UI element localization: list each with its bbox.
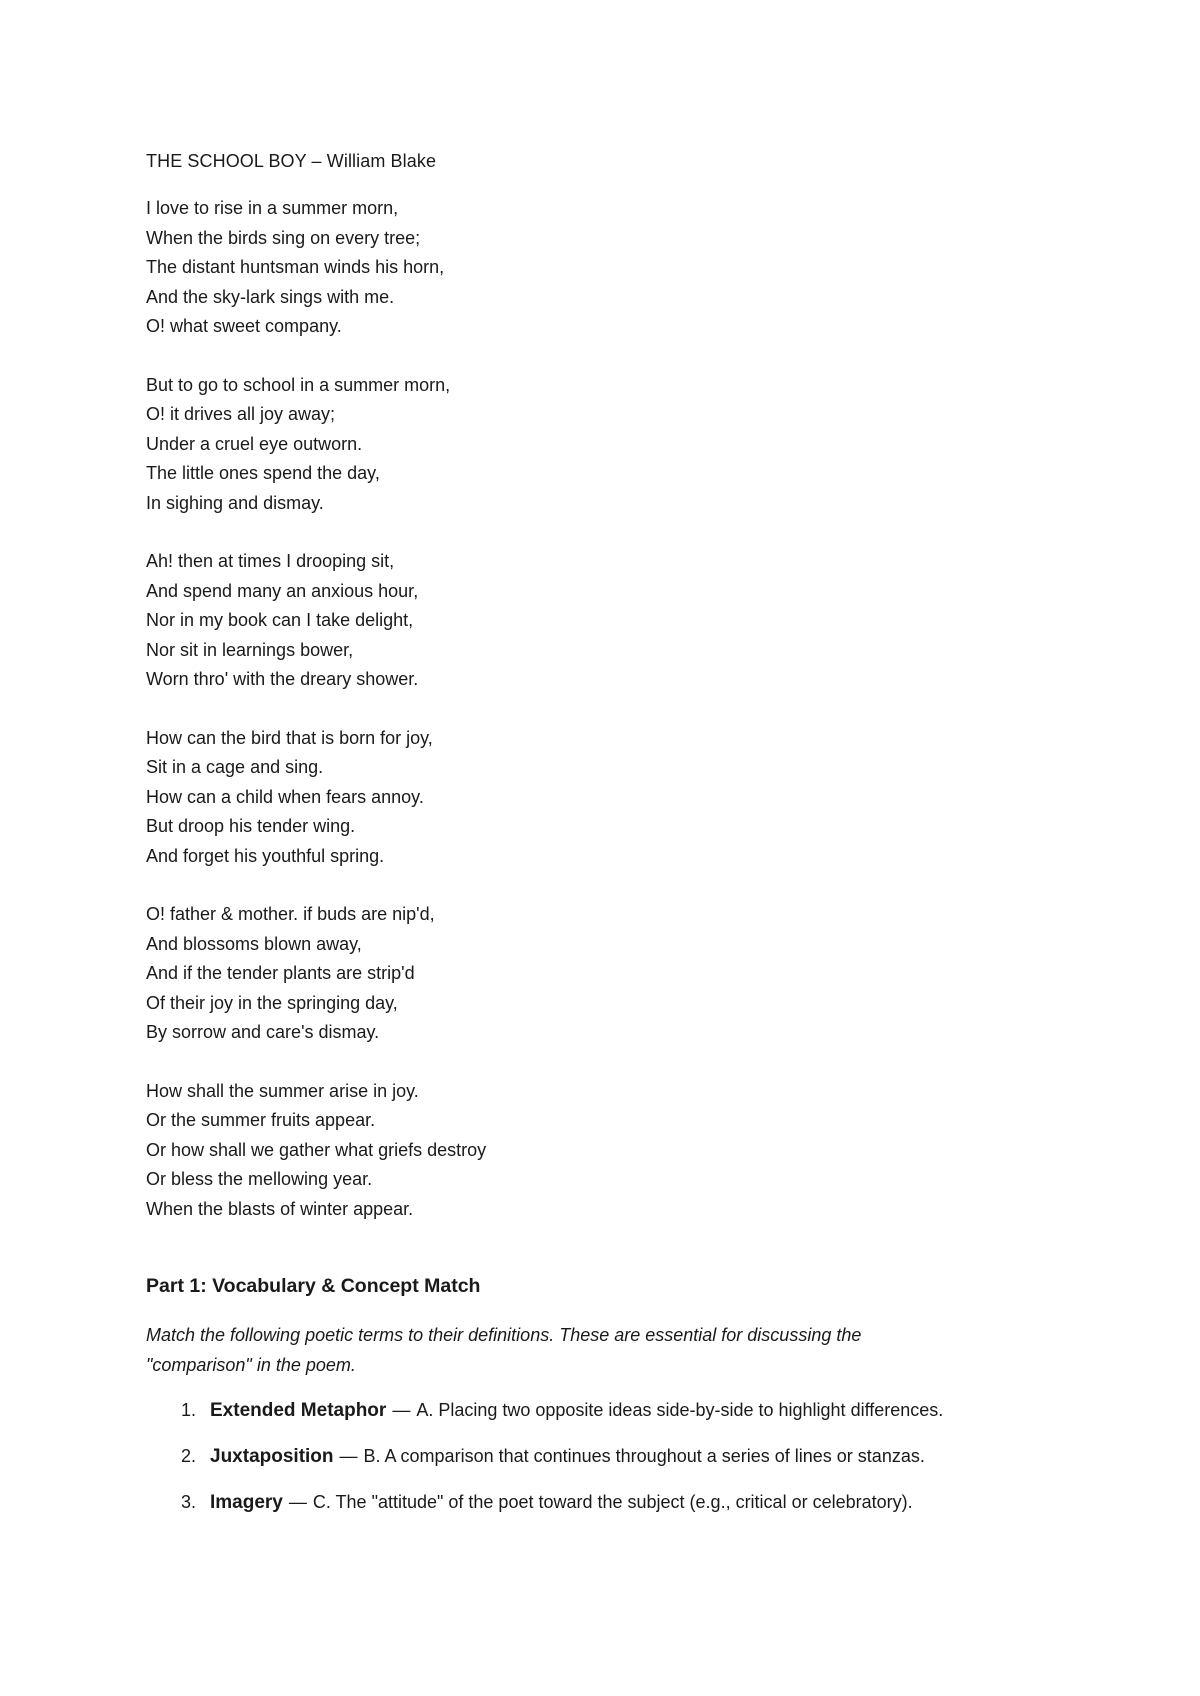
stanza-3 xyxy=(146,547,1106,695)
poem-line: Worn thro' with the dreary shower. xyxy=(146,669,419,689)
poem-line: Nor sit in learnings bower, xyxy=(146,639,354,660)
poem-line: Of their joy in the springing day, xyxy=(146,992,398,1013)
poem-line: Sit in a cage and sing. xyxy=(146,757,324,777)
item-separator: — xyxy=(339,1446,358,1466)
poem-line: And blossoms blown away, xyxy=(146,933,362,954)
document-page xyxy=(146,150,1106,1536)
item-number: 2. xyxy=(180,1446,196,1466)
item-separator: — xyxy=(392,1400,411,1420)
poem-line: But to go to school in a summer morn, xyxy=(146,374,451,395)
section-heading: Part 1: Vocabulary & Concept Match xyxy=(146,1275,481,1297)
poem-line: But droop his tender wing. xyxy=(146,816,356,836)
poem-line: Or the summer fruits appear. xyxy=(146,1110,376,1130)
stanza-6 xyxy=(146,1077,1106,1225)
item-term: Imagery xyxy=(210,1492,283,1513)
poem-title: THE SCHOOL BOY – William Blake xyxy=(146,151,437,171)
poem-line: Or how shall we gather what griefs destroy xyxy=(146,1139,487,1160)
poem-line: O! it drives all joy away; xyxy=(146,404,336,424)
poem-line: In sighing and dismay. xyxy=(146,492,324,513)
item-term: Juxtaposition xyxy=(210,1446,334,1467)
poem-line: How can the bird that is born for joy, xyxy=(146,727,433,748)
poem-line: When the birds sing on every tree; xyxy=(146,227,421,248)
poem-line: How can a child when fears annoy. xyxy=(146,786,424,807)
poem-line: And if the tender plants are strip'd xyxy=(146,963,415,983)
match-item xyxy=(146,1398,1106,1423)
poem-line: And the sky-lark sings with me. xyxy=(146,286,395,307)
vocabulary-match-list xyxy=(146,1398,1106,1515)
section-instructions: Match the following poetic terms to their definitions. These are essential for discussing the "comparison" in the poem. xyxy=(146,1325,862,1375)
poem-line: By sorrow and care's dismay. xyxy=(146,1022,380,1042)
item-separator: — xyxy=(288,1492,307,1512)
stanza-4 xyxy=(146,724,1106,872)
poem-line: Under a cruel eye outworn. xyxy=(146,433,363,454)
poem-line: And spend many an anxious hour, xyxy=(146,580,419,601)
item-number: 1. xyxy=(180,1400,196,1420)
item-definition: A. Placing two opposite ideas side-by-side to highlight differences. xyxy=(416,1400,944,1420)
stanza-1 xyxy=(146,194,1106,342)
stanza-5 xyxy=(146,900,1106,1048)
poem-line: And forget his youthful spring. xyxy=(146,845,385,866)
item-term: Extended Metaphor xyxy=(210,1400,387,1421)
poem-line: The little ones spend the day, xyxy=(146,463,380,483)
stanza-2 xyxy=(146,371,1106,519)
match-item xyxy=(146,1444,1106,1469)
poem-line: How shall the summer arise in joy. xyxy=(146,1080,419,1101)
poem-line: O! what sweet company. xyxy=(146,316,342,336)
item-definition: B. A comparison that continues throughout a series of lines or stanzas. xyxy=(363,1446,925,1466)
poem-line: Or bless the mellowing year. xyxy=(146,1169,373,1189)
poem-line: Nor in my book can I take delight, xyxy=(146,610,414,630)
match-item xyxy=(146,1490,1106,1515)
poem-line: I love to rise in a summer morn, xyxy=(146,198,399,218)
poem-line: O! father & mother. if buds are nip'd, xyxy=(146,904,435,924)
poem-line: When the blasts of winter appear. xyxy=(146,1198,414,1219)
item-number: 3. xyxy=(180,1492,196,1512)
poem-line: The distant huntsman winds his horn, xyxy=(146,257,445,277)
poem-line: Ah! then at times I drooping sit, xyxy=(146,551,395,571)
item-definition: C. The "attitude" of the poet toward the subject (e.g., critical or celebratory). xyxy=(312,1492,913,1512)
